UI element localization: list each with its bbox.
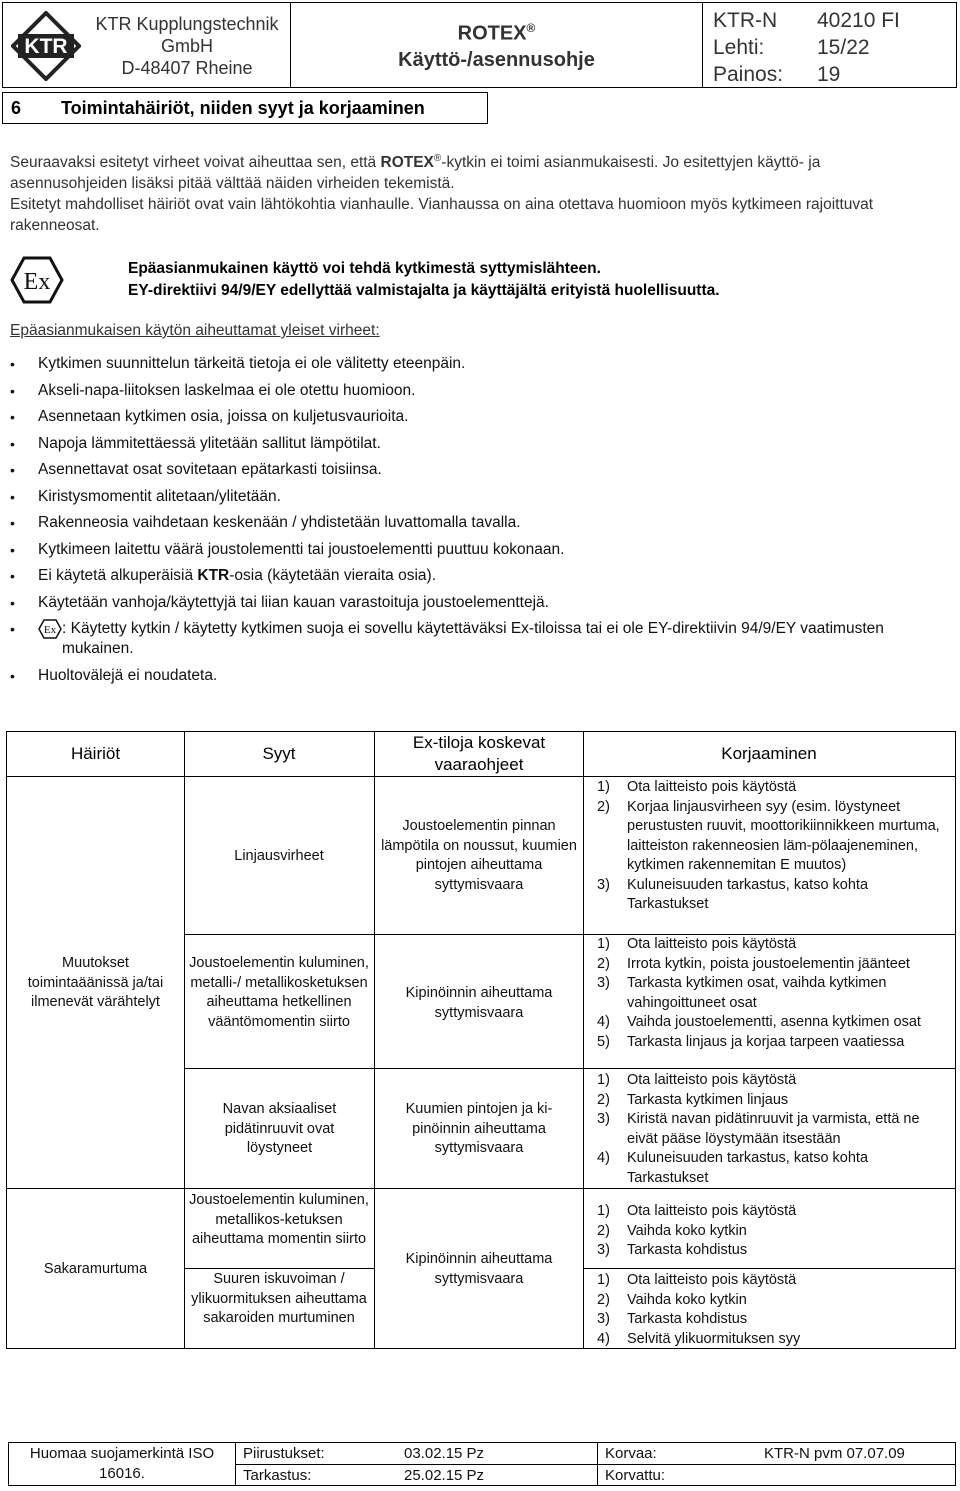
list-item: • Ei käytetä alkuperäisiä KTR-osia (käytetään vieraita osia). [10,566,940,586]
intro-paragraph-2: Esitetyt mahdolliset häiriöt ovat vain lähtökohtia vianhaulle. Vianhaussa on aina otettava huomioon myös kytkimeen rajoittuvat rakenneosat. [10,196,874,235]
drawn-value: 03.02.15 Pz [404,1445,485,1462]
svg-text:Ex: • Ex [43,624,57,636]
page-row [713,36,870,60]
edition-number: 19 [817,63,841,86]
intro-paragraph-1: Seuraavaksi esitetyt virheet voivat aiheuttaa sen, että ROTEX®-kytkin ei toimi asianmukaisesti. Jo esitettyjen käyttö- ja asennusohjeiden lisäksi pitää välttää näiden virheiden tekemistä. [10,153,821,193]
brand-name [291,21,702,46]
drawn-label: Piirustukset: [243,1445,325,1462]
list-item: • Akseli-napa-liitoksen laskelmaa ei ole otettu huomioon. [10,381,940,401]
company-city: D-48407 Rheine [121,58,253,78]
cause-wear-contact: Joustoelementin kuluminen, metallikos-ketuksen aiheuttama momentin siirto [189,1192,369,1247]
edition-row [713,63,841,87]
document-type: Käyttö-/asennusohje [398,49,595,71]
list-item: • Asennettavat osat sovitetaan epätarkasti toisiinsa. [10,460,940,480]
list-item [10,619,940,659]
list-item: • Kiristysmomentit alitetaan/ylitetään. [10,487,940,507]
header-remedy: Korjaaminen [721,744,817,763]
section-number: 6 [11,98,22,118]
ex-hexagon-icon [10,256,64,304]
hazard-hot-sparks: Kuumien pintojen ja ki-pinöinnin aiheuttama syttymisvaara [405,1101,553,1156]
company-form: GmbH [160,36,213,56]
remedy-4: 1) Ota laitteisto pois käytöstä 2) Vaihda koko kytkin 3) Tarkasta kohdistus [597,1203,797,1258]
header-ex-hazards: Ex-tiloja koskevat vaaraohjeet [412,733,546,774]
list-item: • Käytetään vanhoja/käytettyjä tai liian kauan varastoituja joustoelementtejä. [10,593,940,613]
checked-value: 25.02.15 Pz [404,1467,485,1484]
ex-warning-line-2: EY-direktiivi 94/9/EY edellyttää valmistajalta ja käyttäjältä erityistä huolellisuutta. [128,282,720,299]
remedy-2: 1) Ota laitteisto pois käytöstä 2) Irrota kytkin, poista joustoelementin jäänteet 3) Tarkasta kytkimen osat, vaihda kytkimen vahingoittuneet osat 4) Vaihda joustoelementti, asenna kytkimen osat 5) Tarkasta linjaus ja korjaa tarpeen vaatiessa [597,936,921,1050]
ktr-logo [11,11,81,81]
list-item: • Asennetaan kytkimen osia, joissa on kuljetusvaurioita. [10,407,940,427]
remedy-5: 1) Ota laitteisto pois käytöstä 2) Vaihda koko kytkin 3) Tarkasta kohdistus 4) Selvitä ylikuormituksen syy [597,1272,801,1347]
cause-overload: Suuren iskuvoiman / ylikuormituksen aiheuttama sakaroiden murtuminen [191,1271,367,1326]
svg-text:KTR: KTR [24,35,68,58]
company-cell [3,3,291,87]
title-cell [291,3,703,87]
fault-cam-fracture: Sakaramurtuma [43,1261,148,1277]
svg-text:Ex: Ex [23,269,51,295]
rotex-bold: ROTEX [380,154,434,172]
list-item: • Rakenneosia vaihdetaan keskenään / yhdistetään luvattomalla tavalla. [10,513,940,533]
hazard-hot-surface: Joustoelementin pinnan lämpötila on noussut, kuumien pintojen aiheuttama syttymisvaara [381,818,577,893]
doc-label: KTR-N [713,9,778,32]
hazard-sparks: Kipinöinnin aiheuttama syttymisvaara [405,985,553,1021]
brand-text: ROTEX [457,22,527,45]
edition-label: Painos: [713,63,784,86]
replaces-label: Korvaa: [605,1445,657,1462]
list-item: • Kytkimen suunnittelun tärkeitä tietoja ei ole välitetty eteenpäin. [10,354,940,374]
remedy-1: 1) Ota laitteisto pois käytöstä 2) Korjaa linjausvirheen syy (esim. löystyneet perustusten ruuvit, moottorikiinnikkeen murtuma, laitteiston rakenneosien läm-pölaajeneminen, kytkimen rakennemitan E muutos) 3) Kuluneisuuden tarkastus, katso kohta Tarkastukset [597,779,940,912]
company-name: KTR Kupplungstechnik [95,14,279,34]
registered-mark: ® [526,21,536,35]
replaced-by-label: Korvattu: [605,1467,666,1484]
list-item: • Huoltovälejä ei noudateta. [10,666,940,686]
replaces-value: KTR-N pvm 07.07.09 [764,1445,905,1462]
document-header [2,2,957,88]
cause-loose-screws: Navan aksiaaliset pidätinruuvit ovat löystyneet [222,1101,337,1156]
company-address [89,13,285,79]
errors-list [10,354,940,692]
cause-wear-torque: Joustoelementin kuluminen, metalli-/ metallikosketuksen aiheuttama hetkellinen vääntömomentin siirto [189,955,369,1030]
header-faults: Häiriöt [70,744,121,763]
fault-table [6,731,956,1349]
remedy-3: 1) Ota laitteisto pois käytöstä 2) Tarkasta kytkimen linjaus 3) Kiristä navan pidätinruuvit ja varmista, että ne eivät pääse löystymään itsestään 4) Kuluneisuuden tarkastus, katso kohta Tarkastukset [597,1072,920,1186]
errors-heading: Epäasianmukaisen käytön aiheuttamat yleiset virheet: [10,322,380,339]
intro-text [10,148,940,236]
list-item: • Napoja lämmitettäessä ylitetään sallitut lämpötilat. [10,434,940,454]
ex-small-icon [38,619,62,639]
page-label: Lehti: [713,36,765,59]
doc-number: 40210 FI [817,9,900,32]
doc-number-row [713,9,900,33]
document-footer [8,1442,956,1486]
checked-label: Tarkastus: [243,1467,312,1484]
cause-misalignment: Linjausvirheet [234,848,324,864]
list-item: • Kytkimeen laitettu väärä joustolementti tai joustoelementti puuttuu kokonaan. [10,540,940,560]
fault-vibration: Muutokset toimintaäänissä ja/tai ilmenevät värähtelyt [27,955,164,1010]
section-title: Toimintahäiriöt, niiden syyt ja korjaaminen [61,98,425,118]
section-heading [2,92,488,124]
page-number: 15/22 [817,36,870,59]
ex-item-text: : Käytetty kytkin / käytetty kytkimen suoja ei sovellu käytettäväksi Ex-tiloissa tai ei ole EY-direktiivin 94/9/EY vaatimusten mukainen. [62,620,884,657]
doc-info-cell [703,3,958,87]
ex-warning-text [128,258,720,302]
hazard-sparks-2: Kipinöinnin aiheuttama syttymisvaara [405,1251,553,1287]
ex-warning-line-1: Epäasianmukainen käyttö voi tehdä kytkimestä syttymislähteen. [128,260,601,277]
trademark-note: Huomaa suojamerkintä ISO 16016. [29,1445,215,1482]
header-causes: Syyt [262,744,296,763]
